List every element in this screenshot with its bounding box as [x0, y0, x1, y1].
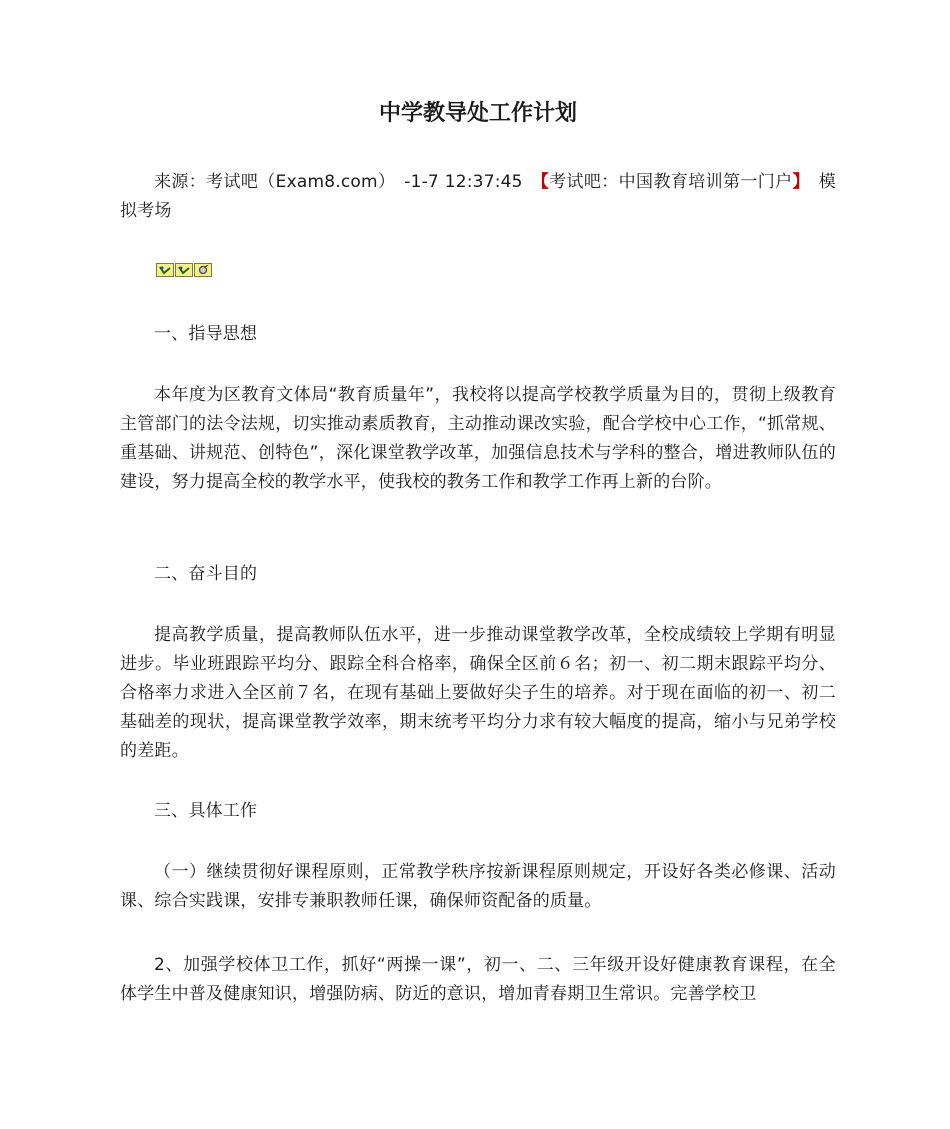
toolbar-icon-1[interactable]: [156, 263, 174, 277]
mock-exam-link[interactable]: 模拟考场: [120, 172, 836, 221]
paragraph-1: 本年度为区教育文体局“教育质量年”，我校将以提高学校教学质量为目的，贯彻上级教育主管部门的法令法规，切实推动素质教育，主动推动课改实验，配合学校中心工作，“抓常规、重基础、讲规范、创特色”，深化课堂教学改革，加强信息技术与学科的整合，增进教师队伍的建设，努力提高全校的教学水平，使我校的教务工作和教学工作再上新的台阶。: [120, 385, 836, 492]
paragraph-4: 2、加强学校体卫工作，抓好“两操一课”，初一、二、三年级开设好健康教育课程，在全体学生中普及健康知识，增强防病、防近的意识，增加青春期卫生常识。完善学校卫: [120, 955, 836, 1004]
section-heading-1: 一、指导思想: [154, 324, 258, 344]
section-heading-2: 二、奋斗目的: [154, 564, 258, 584]
toolbar-icon-3[interactable]: [194, 263, 212, 277]
section-heading-3: 三、具体工作: [154, 801, 258, 821]
source-prefix: 来源：考试吧（Exam8.com） -1-7 12:37:45: [154, 172, 541, 192]
document-title: 中学教导处工作计划: [378, 101, 577, 126]
source-site-link[interactable]: 考试吧：中国教育培训第一门户: [549, 172, 793, 192]
source-line: [120, 168, 836, 226]
toolbar-icons: [156, 263, 213, 279]
source-bracket-open: 【: [540, 172, 550, 192]
source-bracket-close: 】: [792, 172, 802, 192]
paragraph-2: 提高教学质量，提高教师队伍水平，进一步推动课堂教学改革，全校成绩较上学期有明显进步。毕业班跟踪平均分、跟踪全科合格率，确保全区前６名；初一、初二期末跟踪平均分、合格率力求进入全区前７名，在现有基础上要做好尖子生的培养。对于现在面临的初一、初二基础差的现状，提高课堂教学效率，期末统考平均分力求有较大幅度的提高，缩小与兄弟学校的差距。: [120, 625, 836, 761]
toolbar-icon-2[interactable]: [175, 263, 193, 277]
paragraph-3: （一）继续贯彻好课程原则，正常教学秩序按新课程原则规定，开设好各类必修课、活动课、综合实践课，安排专兼职教师任课，确保师资配备的质量。: [120, 862, 836, 911]
